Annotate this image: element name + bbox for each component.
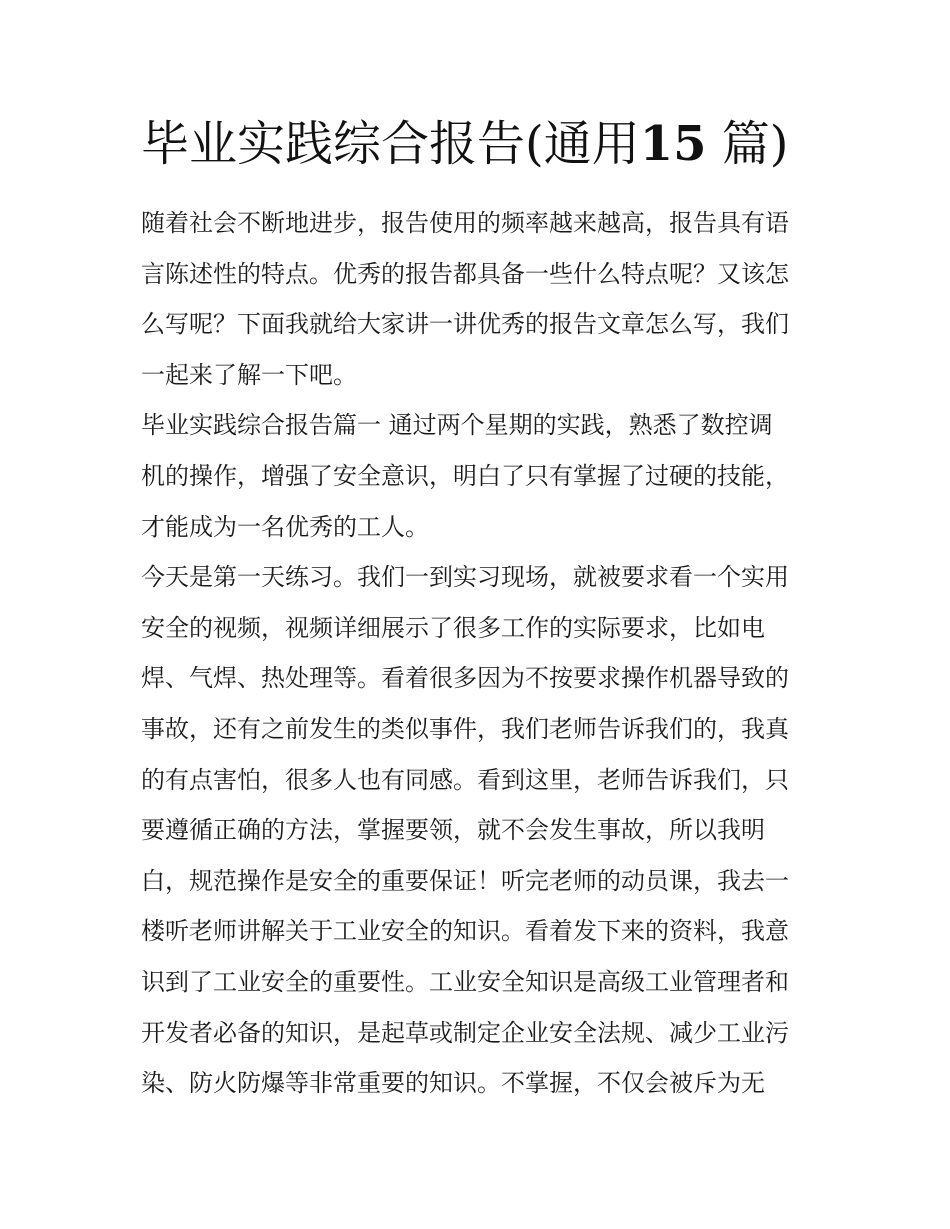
document-body xyxy=(141,198,821,1109)
body-line: 开发者必备的知识，是起草或制定企业安全法规、减少工业污 xyxy=(141,1018,789,1047)
body-line: 么写呢？下面我就给大家讲一讲优秀的报告文章怎么写，我们 xyxy=(141,310,789,339)
document-title-suffix: 篇) xyxy=(706,116,789,172)
body-line: 安全的视频，视频详细展示了很多工作的实际要求，比如电 xyxy=(141,613,765,642)
body-line: 白，规范操作是安全的重要保证！听完老师的动员课，我去一 xyxy=(141,866,789,895)
body-line: 一起来了解一下吧。 xyxy=(141,360,357,389)
body-line: 识到了工业安全的重要性。工业安全知识是高级工业管理者和 xyxy=(141,967,789,996)
body-line: 染、防火防爆等非常重要的知识。不掌握，不仅会被斥为无 xyxy=(141,1069,765,1098)
document-title xyxy=(141,112,789,176)
body-line: 要遵循正确的方法，掌握要领，就不会发生事故，所以我明 xyxy=(141,816,765,845)
document-title-prefix: 毕业实践综合报告(通用 xyxy=(141,116,640,172)
body-line: 随着社会不断地进步，报告使用的频率越来越高，报告具有语 xyxy=(141,209,789,237)
body-line: 机的操作，增强了安全意识，明白了只有掌握了过硬的技能， xyxy=(141,461,789,490)
body-line: 的有点害怕，很多人也有同感。看到这里，老师告诉我们，只 xyxy=(141,765,789,794)
body-line: 事故，还有之前发生的类似事件，我们老师告诉我们的，我真 xyxy=(141,714,789,743)
body-line: 才能成为一名优秀的工人。 xyxy=(141,512,429,541)
body-line: 楼听老师讲解关于工业安全的知识。看着发下来的资料，我意 xyxy=(141,917,789,946)
body-line: 毕业实践综合报告篇一 通过两个星期的实践，熟悉了数控调 xyxy=(141,411,773,440)
body-line: 焊、气焊、热处理等。看着很多因为不按要求操作机器导致的 xyxy=(141,664,789,693)
document-title-number: 15 xyxy=(639,116,707,172)
body-line: 言陈述性的特点。优秀的报告都具备一些什么特点呢？又该怎 xyxy=(141,259,789,288)
body-line: 今天是第一天练习。我们一到实习现场，就被要求看一个实用 xyxy=(141,563,789,592)
